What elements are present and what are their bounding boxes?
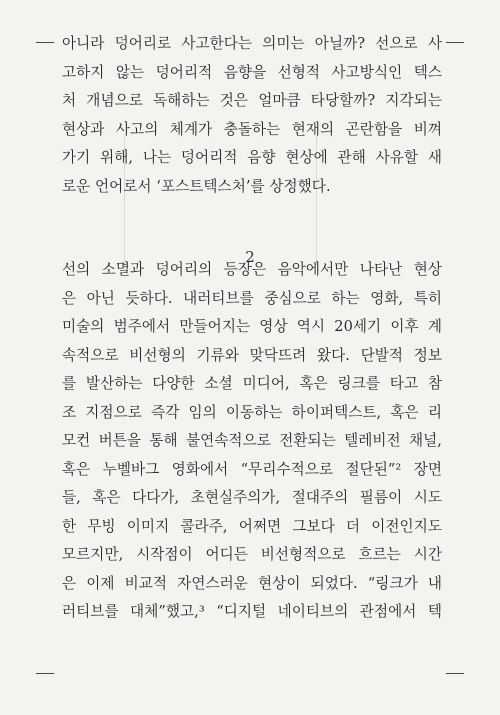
text-line: 모컨 버튼을 통해 불연속적으로 전환되는 텔레비전 채널, [62,432,442,449]
text-line: 은 아닌 듯하다. 내러티브를 중심으로 하는 영화, 특히 [62,289,442,307]
text-line: 한 무빙 이미지 콜라주, 어쩌면 그보다 더 이전인지도 [62,517,442,535]
text-line: 조 지점으로 즉각 임의 이동하는 하이퍼텍스트, 혹은 리 [62,403,442,421]
text-line: 아니라 덩어리로 사고한다는 의미는 아닐까? 선으로 사 [62,35,442,52]
crop-mark-bottom-right [446,673,464,674]
text-line: 처 개념으로 독해하는 것은 얼마큼 타당할까? 지각되는 [62,92,442,109]
text-line: 들, 혹은 다다가, 초현실주의가, 절대주의 필름이 시도 [62,489,442,506]
text-line: 현상과 사고의 체계가 충돌하는 현재의 곤란함을 비껴 [62,120,442,138]
section-number: 2 [245,248,255,266]
text-line: 선의 소멸과 덩어리의 등장은 음악에서만 나타난 현상 [62,261,442,278]
text-line: 모르지만, 시작점이 어디든 비선형적으로 흐르는 시간 [62,546,442,563]
text-line: 가기 위해, 나는 덩어리적 음향 현상에 관해 사유할 새 [62,149,442,166]
text-line: 고하지 않는 덩어리적 음향을 선형적 사고방식인 텍스 [62,63,442,81]
crop-mark-top-left [36,42,54,43]
crop-mark-bottom-left [36,673,54,674]
text-line: 러티브를 대체”했고,³ “디지털 네이티브의 관점에서 텍 [62,603,442,620]
text-line: 미술의 범주에서 만들어지는 영상 역시 20세기 이후 계 [62,318,442,335]
crop-mark-top-right [446,42,464,43]
text-line: 를 발산하는 다양한 소셜 미디어, 혹은 링크를 타고 참 [62,375,442,392]
text-line: 로운 언어로서 ‘포스트텍스처’를 상정했다. [62,177,331,195]
text-line: 혹은 누벨바그 영화에서 “무리수적으로 절단된”² 장면 [62,460,442,478]
top-paragraph [62,30,442,201]
text-line: 은 이제 비교적 자연스러운 현상이 되었다. “링크가 내 [62,574,442,592]
text-line: 속적으로 비선형의 기류와 맞닥뜨려 왔다. 단발적 정보 [62,346,442,364]
bottom-paragraph [62,256,442,627]
